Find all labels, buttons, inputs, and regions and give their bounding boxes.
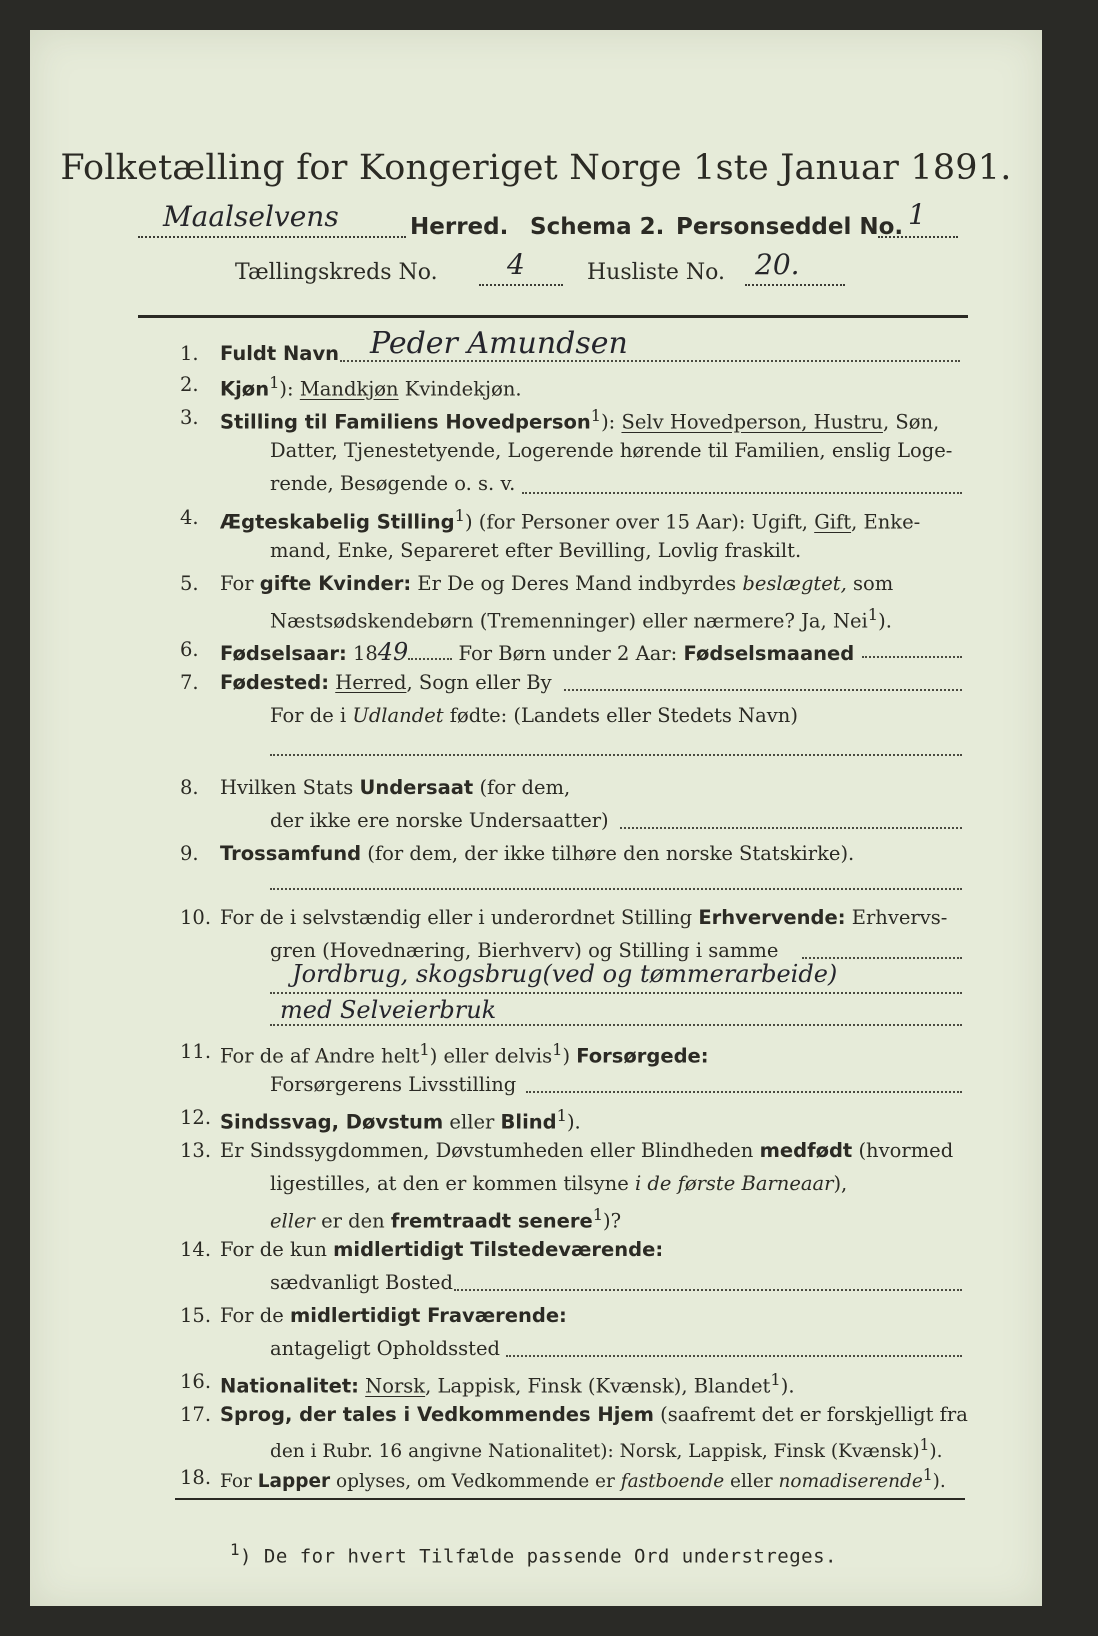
religion-line: Trossamfund (for dem, der ikke tilhøre den norske Statskirke). (220, 842, 855, 865)
kreds-label: Tællingskreds No. (235, 260, 438, 285)
married-women-line-2: Næstsødskendebørn (Tremenninger) eller nærmere? Ja, Nei$^1$). (270, 605, 892, 633)
row-number: 3. (180, 406, 199, 429)
husliste-label: Husliste No. (587, 260, 725, 285)
census-form (30, 30, 1042, 1606)
row-number: 13. (180, 1139, 212, 1162)
header-row-kreds (235, 248, 935, 298)
temporary-absent-line: For de midlertidigt Fraværende: (220, 1304, 567, 1327)
occupation-line: For de i selvstændig eller i underordnet Stilling Erhvervende: Erhvervs- (220, 906, 948, 929)
row-number: 15. (180, 1304, 212, 1327)
husliste-handwritten: 20. (755, 248, 800, 281)
language-line: Sprog, der tales i Vedkommendes Hjem (saafremt det er forskjelligt fra (220, 1403, 968, 1426)
row-number: 2. (180, 373, 199, 396)
occupation-handwritten-1: Jordbrug, skogsbrug(ved og tømmerarbeide) (292, 960, 838, 988)
footnote-rule (175, 1498, 965, 1500)
schema-label: Schema 2. (530, 214, 665, 240)
sami-line: For Lapper oplyses, om Vedkommende er fastboende eller nomadiserende$^1$). (220, 1466, 946, 1493)
sex-line: Kjøn$^1$): Mandkjøn Kvindekjøn. (220, 373, 522, 401)
congenital-line: Er Sindssygdommen, Døvstumheden eller Blindheden medfødt (hvormed (220, 1139, 954, 1162)
full-name-handwritten: Peder Amundsen (370, 326, 628, 361)
temporary-present-line-2: sædvanligt Bosted (270, 1271, 453, 1294)
citizenship-line-2: der ikke ere norske Undersaatter) (270, 809, 609, 832)
row-number: 16. (180, 1370, 212, 1393)
marital-status-line-2: mand, Enke, Separeret efter Bevilling, Lovlig fraskilt. (270, 539, 802, 562)
row-number: 7. (180, 671, 199, 694)
temporary-absent-line-2: antageligt Opholdssted (270, 1337, 501, 1360)
herred-label: Herred. (410, 214, 509, 240)
married-women-line: For gifte Kvinder: Er De og Deres Mand indbyrdes beslægtet, som (220, 572, 894, 595)
row-number: 17. (180, 1403, 212, 1426)
row-number: 18. (180, 1466, 212, 1489)
family-position-line-3: rende, Besøgende o. s. v. (270, 472, 516, 495)
personseddel-label: Personseddel No. (676, 214, 904, 240)
occupation-handwritten-2: med Selveierbruk (280, 996, 497, 1024)
marital-status-line: Ægteskabelig Stilling$^1$) (for Personer over 15 Aar): Ugift, Gift, Enke- (220, 506, 921, 534)
disability-line: Sindssvag, Døvstum eller Blind$^1$). (220, 1106, 581, 1134)
row-number: 14. (180, 1238, 212, 1261)
congenital-line-2: ligestilles, at den er kommen tilsyne i de første Barneaar), (270, 1172, 848, 1195)
row-number: 6. (180, 638, 199, 661)
sex-male-underlined: Mandkjøn (299, 377, 399, 401)
header-rule (138, 315, 968, 318)
row-number: 8. (180, 776, 199, 799)
dependents-line-2: Forsørgerens Livsstilling (270, 1073, 517, 1096)
row-number: 10. (180, 906, 212, 929)
birthplace-line: Fødested: Herred, Sogn eller By (220, 671, 552, 694)
birth-year-handwritten: 49 (377, 638, 409, 666)
footnote: $^1$) De for hvert Tilfælde passende Ord understreges. (230, 1540, 837, 1568)
nationality-line: Nationalitet: Norsk, Lappisk, Finsk (Kvænsk), Blandet$^1$). (220, 1370, 795, 1398)
row-number: 11. (180, 1040, 212, 1063)
personseddel-handwritten: 1 (908, 198, 926, 231)
family-position-line: Stilling til Familiens Hovedperson$^1$): Selv Hovedperson, Hustru, Søn, (220, 406, 940, 434)
temporary-present-line: For de kun midlertidigt Tilstedeværende: (220, 1238, 664, 1261)
row-number: 9. (180, 842, 199, 865)
dependents-line: For de af Andre helt$^1$) eller delvis$^1$) Forsørgede: (220, 1040, 709, 1068)
full-name-label: Fuldt Navn (220, 342, 340, 365)
municipality-handwritten: Maalselvens (163, 200, 339, 233)
row-number: 12. (180, 1106, 212, 1129)
birthplace-abroad-line: For de i Udlandet fødte: (Landets eller Stedets Navn) (270, 704, 798, 727)
kreds-handwritten: 4 (507, 248, 525, 281)
row-number: 5. (180, 572, 199, 595)
header-row-municipality (138, 198, 978, 248)
language-line-2: den i Rubr. 16 angivne Nationalitet): Norsk, Lappisk, Finsk (Kvænsk)$^1$). (270, 1436, 943, 1463)
congenital-line-3: eller er den fremtraadt senere$^1$)? (270, 1205, 622, 1233)
family-position-line-2: Datter, Tjenestetyende, Logerende hørende til Familien, enslig Loge- (270, 439, 953, 462)
birth-year-line: Fødselsaar: 1849 For Børn under 2 Aar: Fødselsmaaned (220, 638, 855, 666)
citizenship-line: Hvilken Stats Undersaat (for dem, (220, 776, 571, 799)
row-number: 4. (180, 506, 199, 529)
form-title: Folketælling for Kongeriget Norge 1ste Januar 1891. (60, 148, 1012, 188)
row-number: 1. (180, 342, 199, 365)
occupation-line-2: gren (Hovednæring, Bierhverv) og Stilling i samme (270, 939, 779, 962)
